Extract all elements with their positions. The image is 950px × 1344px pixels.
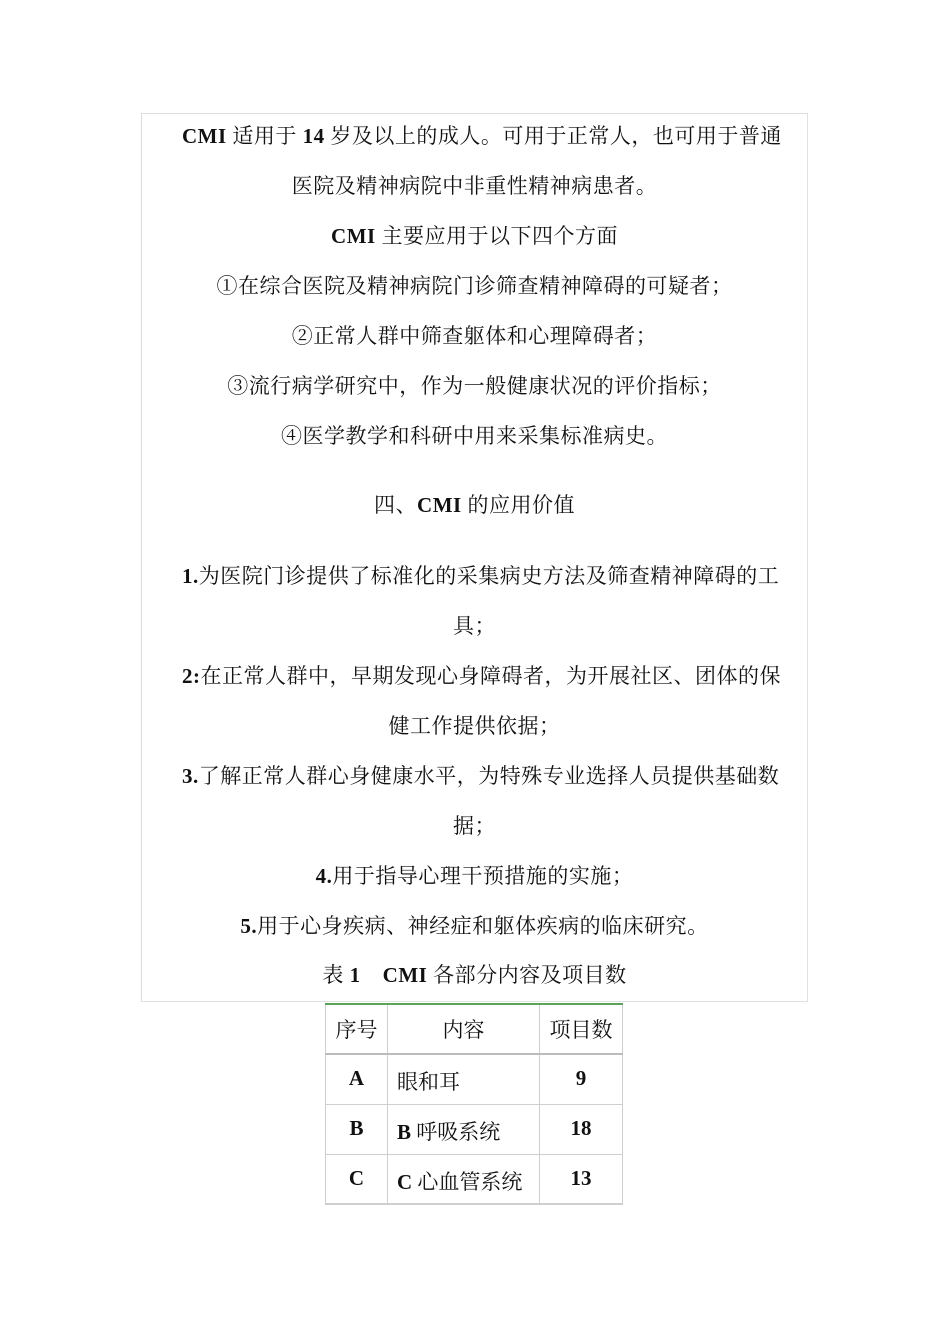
cell-content: 眼和耳 xyxy=(388,1054,540,1104)
cell-number: C xyxy=(326,1154,388,1204)
value-item-4: 4.用于指导心理干预措施的实施； xyxy=(315,864,634,888)
value-item-3-line-1: 3.了解正常人群心身健康水平，为特殊专业选择人员提供基础数 xyxy=(182,764,780,788)
intro-line-2: 医院及精神病院中非重性精神病患者。 xyxy=(291,174,658,198)
cell-content: C 心血管系统 xyxy=(388,1154,540,1204)
table-row xyxy=(326,1054,623,1104)
value-item-2-line-2: 健工作提供依据； xyxy=(388,714,561,738)
header-number: 序号 xyxy=(326,1004,388,1054)
application-item-4: ④医学教学和科研中用来采集标准病史。 xyxy=(281,424,668,448)
header-count: 项目数 xyxy=(540,1004,623,1054)
cmi-term: CMI xyxy=(182,124,227,148)
table-caption: 表 1 CMI 各部分内容及项目数 xyxy=(322,963,627,987)
items-table xyxy=(325,1003,623,1205)
application-item-2: ②正常人群中筛查躯体和心理障碍者； xyxy=(291,324,658,348)
applications-heading: CMI 主要应用于以下四个方面 xyxy=(331,224,618,248)
items-table-container xyxy=(325,1003,623,1205)
cell-count: 9 xyxy=(540,1054,623,1104)
value-item-5: 5.用于心身疾病、神经症和躯体疾病的临床研究。 xyxy=(240,914,709,938)
cell-number: A xyxy=(326,1054,388,1104)
value-item-1-line-2: 具； xyxy=(453,614,496,638)
table-header-row xyxy=(326,1004,623,1054)
table-row xyxy=(326,1104,623,1154)
value-item-3-line-2: 据； xyxy=(453,814,496,838)
cell-count: 13 xyxy=(540,1154,623,1204)
age-number: 14 xyxy=(302,124,325,148)
value-item-2-line-1: 2:在正常人群中，早期发现心身障碍者，为开展社区、团体的保 xyxy=(182,664,781,688)
application-item-1: ①在综合医院及精神病院门诊筛查精神障碍的可疑者； xyxy=(216,274,733,298)
application-item-3: ③流行病学研究中，作为一般健康状况的评价指标； xyxy=(227,374,722,398)
header-content: 内容 xyxy=(388,1004,540,1054)
cell-count: 18 xyxy=(540,1104,623,1154)
cell-content: B 呼吸系统 xyxy=(388,1104,540,1154)
intro-line-1: CMI 适用于 14 岁及以上的成人。可用于正常人，也可用于普通 xyxy=(182,124,782,148)
value-item-1-line-1: 1.为医院门诊提供了标准化的采集病史方法及筛查精神障碍的工 xyxy=(182,564,780,588)
cell-number: B xyxy=(326,1104,388,1154)
table-row xyxy=(326,1154,623,1204)
section-heading: 四、CMI 的应用价值 xyxy=(374,493,575,517)
